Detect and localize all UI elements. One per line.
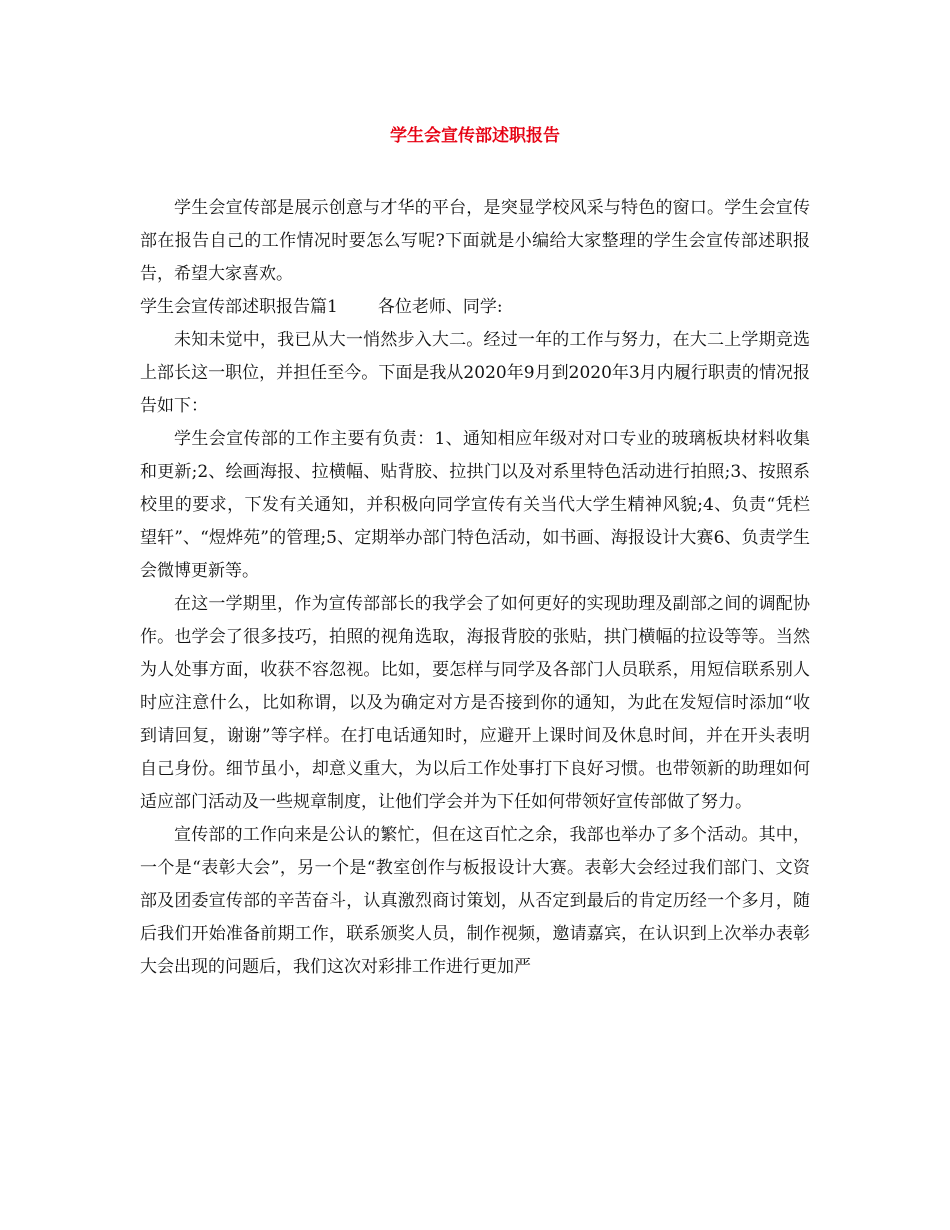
- document-body: [140, 192, 810, 984]
- intro-paragraph: 学生会宣传部是展示创意与才华的平台，是突显学校风采与特色的窗口。学生会宣传部在报告自己的工作情况时要怎么写呢?下面就是小编给大家整理的学生会宣传部述职报告，希望大家喜欢。: [140, 198, 810, 284]
- paragraph-1: 未知未觉中，我已从大一悄然步入大二。经过一年的工作与努力，在大二上学期竞选上部长这一职位，并担任至今。下面是我从2020年9月到2020年3月内履行职责的情况报告如下：: [140, 330, 810, 416]
- section-heading: 学生会宣传部述职报告篇1: [140, 297, 338, 317]
- paragraph-4: 宣传部的工作向来是公认的繁忙，但在这百忙之余，我部也举办了多个活动。其中，一个是“表彰大会”，另一个是“教室创作与板报设计大赛。表彰大会经过我们部门、文资部及团委宣传部的辛苦奋斗，认真激烈商讨策划，从否定到最后的肯定历经一个多月，随后我们开始准备前期工作，联系颁奖人员，制作视频，邀请嘉宾，在认识到上次举办表彰大会出现的问题后，我们这次对彩排工作进行更加严: [140, 825, 810, 977]
- paragraph-2: 学生会宣传部的工作主要有负责：1、通知相应年级对对口专业的玻璃板块材料收集和更新;2、绘画海报、拉横幅、贴背胶、拉拱门以及对系里特色活动进行拍照;3、按照系校里的要求，下发有关通知，并积极向同学宣传有关当代大学生精神风貌;4、负责“凭栏望轩”、“煜烨苑”的管理;5、定期举办部门特色活动，如书画、海报设计大赛6、负责学生会微博更新等。: [140, 429, 810, 581]
- section-heading-line: [140, 291, 810, 324]
- paragraph-3: 在这一学期里，作为宣传部部长的我学会了如何更好的实现助理及副部之间的调配协作。也学会了很多技巧，拍照的视角选取，海报背胶的张贴，拱门横幅的拉设等等。当然为人处事方面，收获不容忽视。比如，要怎样与同学及各部门人员联系，用短信联系别人时应注意什么，比如称谓，以及为确定对方是否接到你的通知，为此在发短信时添加“收到请回复，谢谢”等字样。在打电话通知时，应避开上课时间及休息时间，并在开头表明自己身份。细节虽小，却意义重大，为以后工作处事打下良好习惯。也带领新的助理如何适应部门活动及一些规章制度，让他们学会并为下任如何带领好宣传部做了努力。: [140, 594, 810, 812]
- greeting: 各位老师、同学:: [377, 297, 503, 317]
- document-title: 学生会宣传部述职报告: [390, 126, 560, 146]
